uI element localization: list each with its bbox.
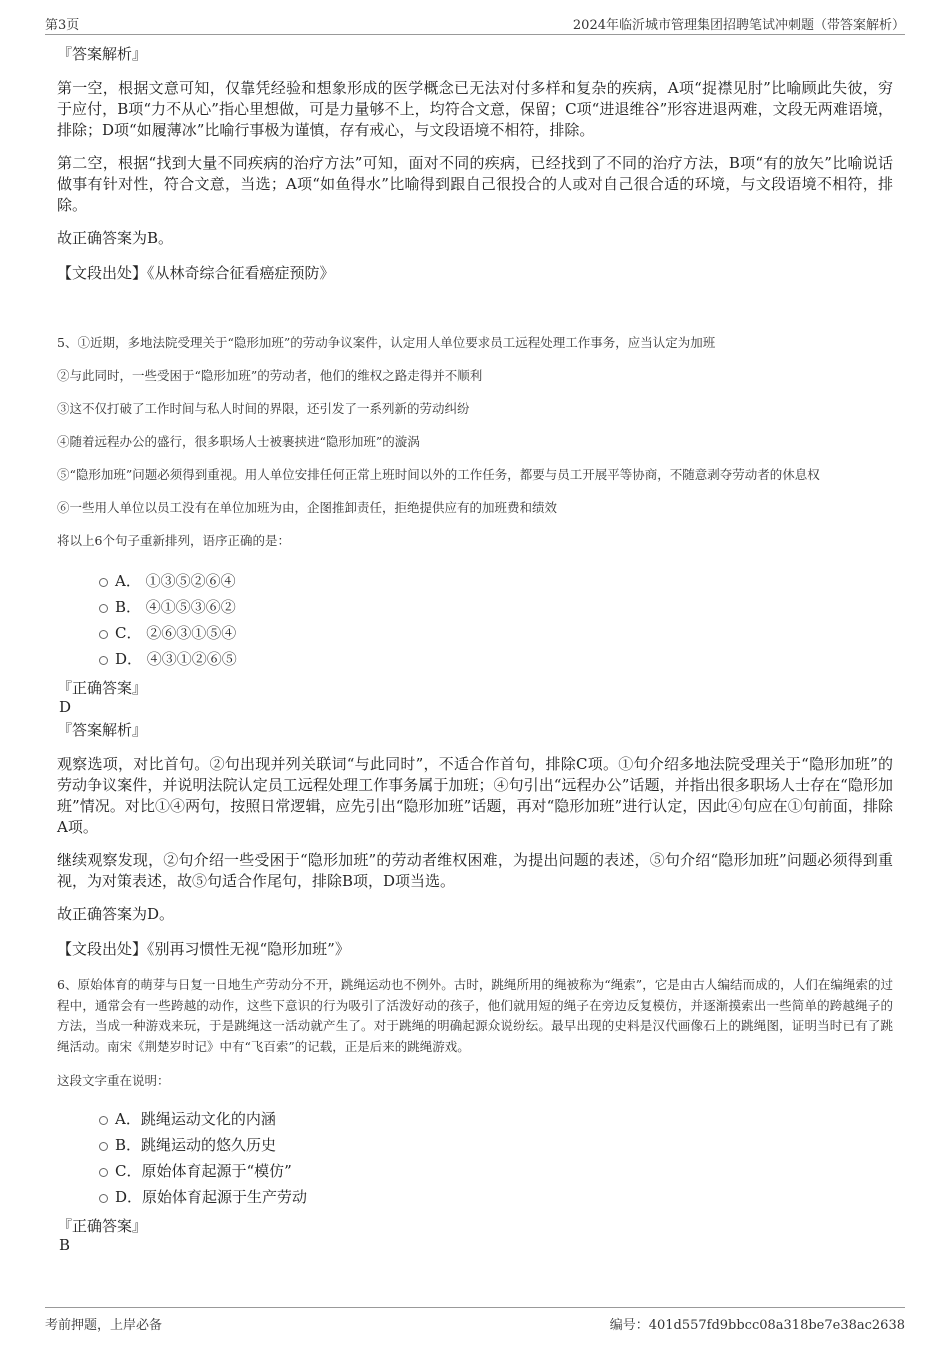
option-label: B． ④①⑤③⑥② bbox=[115, 598, 236, 616]
radio-icon[interactable] bbox=[99, 1194, 108, 1203]
analysis-label: 『答案解析』 bbox=[57, 45, 148, 63]
document-title: 2024年临沂城市管理集团招聘笔试冲刺题（带答案解析） bbox=[572, 18, 905, 33]
page-header bbox=[45, 12, 905, 35]
question-5-prompt: 将以上6个句子重新排列，语序正确的是： bbox=[57, 533, 290, 548]
correct-answer: D bbox=[59, 698, 72, 716]
question-5-sentence-1: 5、①近期，多地法院受理关于“隐形加班”的劳动争议案件，认定用人单位要求员工远程处理工作事务，应当认定为加班 bbox=[57, 335, 716, 350]
correct-answer: B bbox=[59, 1236, 71, 1254]
question-6-text: 6、原始体育的萌芽与日复一日地生产劳动分不开，跳绳运动也不例外。古时，跳绳所用的绳被称为“绳索”，它是由古人编结而成的，人们在编绳索的过程中，通常会有一些跨越的动作，这些下意识的行为吸引了活泼好动的孩子，他们就用短的绳子在旁边反复模仿，并逐渐摸索出一些简单的跨越绳子的方法，当成一种游戏来玩，于是跳绳这一活动就产生了。对于跳绳的明确起源众说纷纭。最早出现的史料是汉代画像石上的跳绳图，证明当时已有了跳绳活动。南宋《荆楚岁时记》中有“飞百索”的记载，正是后来的跳绳游戏。 bbox=[57, 977, 893, 1054]
option-a[interactable] bbox=[57, 568, 893, 594]
source-citation: 【文段出处】《别再习惯性无视“隐形加班”》 bbox=[57, 940, 350, 958]
radio-icon[interactable] bbox=[99, 1142, 108, 1151]
option-c[interactable] bbox=[57, 1158, 893, 1184]
question-5-sentence-6: ⑥一些用人单位以员工没有在单位加班为由，企图推卸责任，拒绝提供应有的加班费和绩效 bbox=[57, 500, 558, 515]
analysis-paragraph: 继续观察发现，②句介绍一些受困于“隐形加班”的劳动者维权困难，为提出问题的表述，⑤句介绍“隐形加班”问题必须得到重视，为对策表述，故⑤句适合作尾句，排除B项，D项当选。 bbox=[57, 851, 893, 890]
option-label: D． ④③①②⑥⑤ bbox=[115, 650, 237, 668]
option-b[interactable] bbox=[57, 594, 893, 620]
source-citation: 【文段出处】《从林奇综合征看癌症预防》 bbox=[57, 264, 335, 282]
option-a[interactable] bbox=[57, 1106, 893, 1132]
question-5-sentence-2: ②与此同时，一些受困于“隐形加班”的劳动者，他们的维权之路走得并不顺利 bbox=[57, 368, 483, 383]
option-d[interactable] bbox=[57, 646, 893, 672]
correct-answer-label: 『正确答案』 bbox=[57, 679, 148, 697]
option-label: C． ②⑥③①⑤④ bbox=[115, 624, 237, 642]
question-5-sentence-3: ③这不仅打破了工作时间与私人时间的界限，还引发了一系列新的劳动纠纷 bbox=[57, 401, 470, 416]
option-d[interactable] bbox=[57, 1184, 893, 1210]
page-footer bbox=[45, 1307, 905, 1336]
question-5-options bbox=[57, 568, 893, 672]
radio-icon[interactable] bbox=[99, 630, 108, 639]
option-b[interactable] bbox=[57, 1132, 893, 1158]
analysis-paragraph: 第一空，根据文意可知，仅靠凭经验和想象形成的医学概念已无法对付多样和复杂的疾病，A项“捉襟见肘”比喻顾此失彼，穷于应付，B项“力不从心”指心里想做，可是力量够不上，均符合文意，保留；C项“进退维谷”形容进退两难，文段无两难语境，排除；D项“如履薄冰”比喻行事极为谨慎，存有戒心，与文段语境不相符，排除。 bbox=[57, 79, 893, 139]
question-5-sentence-4: ④随着远程办公的盛行，很多职场人士被裹挟进“隐形加班”的漩涡 bbox=[57, 434, 420, 449]
radio-icon[interactable] bbox=[99, 656, 108, 665]
analysis-paragraph: 第二空，根据“找到大量不同疾病的治疗方法”可知，面对不同的疾病，已经找到了不同的治疗方法，B项“有的放矢”比喻说话做事有针对性，符合文意，当选；A项“如鱼得水”比喻得到跟自己很投合的人或对自己很合适的环境，与文段语境不相符，排除。 bbox=[57, 154, 893, 214]
analysis-paragraph: 观察选项，对比首句。②句出现并列关联词“与此同时”，不适合作首句，排除C项。①句介绍多地法院受理关于“隐形加班”的劳动争议案件，并说明法院认定员工远程处理工作事务属于加班；④句引出“远程办公”话题，并指出很多职场人士存在“隐形加班”情况。对比①④两句，按照日常逻辑，应先引出“隐形加班”话题，再对“隐形加班”进行认定，因此④句应在①句前面，排除A项。 bbox=[57, 755, 893, 836]
question-6-options bbox=[57, 1106, 893, 1210]
option-label: B．跳绳运动的悠久历史 bbox=[115, 1136, 277, 1154]
option-label: A．跳绳运动文化的内涵 bbox=[115, 1110, 276, 1128]
option-label: D．原始体育起源于生产劳动 bbox=[115, 1188, 308, 1206]
question-6-prompt: 这段文字重在说明： bbox=[57, 1073, 170, 1088]
page-number: 第3页 bbox=[45, 18, 80, 33]
radio-icon[interactable] bbox=[99, 604, 108, 613]
radio-icon[interactable] bbox=[99, 1116, 108, 1125]
page-content bbox=[57, 44, 893, 1254]
option-c[interactable] bbox=[57, 620, 893, 646]
document-serial: 编号：401d557fd9bbcc08a318be7e38ac2638 bbox=[609, 1318, 905, 1333]
radio-icon[interactable] bbox=[99, 1168, 108, 1177]
radio-icon[interactable] bbox=[99, 578, 108, 587]
option-label: A． ①③⑤②⑥④ bbox=[115, 572, 236, 590]
option-label: C．原始体育起源于“模仿” bbox=[115, 1162, 292, 1180]
analysis-conclusion: 故正确答案为B。 bbox=[57, 229, 174, 247]
analysis-label: 『答案解析』 bbox=[57, 721, 148, 739]
footer-slogan: 考前押题，上岸必备 bbox=[45, 1318, 163, 1333]
correct-answer-label: 『正确答案』 bbox=[57, 1217, 148, 1235]
analysis-conclusion: 故正确答案为D。 bbox=[57, 905, 175, 923]
question-5-sentence-5: ⑤“隐形加班”问题必须得到重视。用人单位安排任何正常上班时间以外的工作任务，都要与员工开展平等协商，不随意剥夺劳动者的休息权 bbox=[57, 467, 820, 482]
